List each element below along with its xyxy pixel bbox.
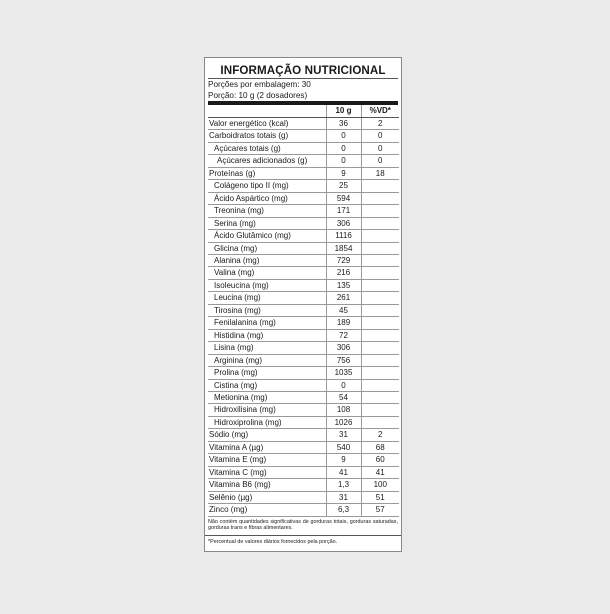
table-row <box>208 329 399 341</box>
nutrient-amount: 31 <box>326 491 361 503</box>
nutrient-name: Ácido Aspártico (mg) <box>208 192 326 204</box>
nutrient-daily-value: 2 <box>361 429 399 441</box>
nutrient-name: Zinco (mg) <box>208 504 326 516</box>
table-row <box>208 441 399 453</box>
nutrient-amount: 540 <box>326 441 361 453</box>
nutrient-daily-value <box>361 267 399 279</box>
nutrient-name: Selênio (µg) <box>208 491 326 503</box>
nutrient-daily-value <box>361 230 399 242</box>
nutrient-name: Valina (mg) <box>208 267 326 279</box>
nutrient-daily-value <box>361 391 399 403</box>
table-row <box>208 192 399 204</box>
nutrient-name: Colágeno tipo II (mg) <box>208 180 326 192</box>
table-row <box>208 454 399 466</box>
nutrient-name: Vitamina E (mg) <box>208 454 326 466</box>
nutrient-daily-value: 51 <box>361 491 399 503</box>
nutrient-name: Glicina (mg) <box>208 242 326 254</box>
nutrient-name: Alanina (mg) <box>208 254 326 266</box>
nutrient-name: Vitamina C (mg) <box>208 466 326 478</box>
table-row <box>208 391 399 403</box>
nutrient-table <box>208 105 399 517</box>
nutrient-amount: 41 <box>326 466 361 478</box>
table-row <box>208 379 399 391</box>
nutrient-name: Ácido Glutâmico (mg) <box>208 230 326 242</box>
nutrient-name: Valor energético (kcal) <box>208 118 326 130</box>
nutrient-daily-value: 60 <box>361 454 399 466</box>
nutrient-name: Leucina (mg) <box>208 292 326 304</box>
table-row <box>208 254 399 266</box>
table-row <box>208 167 399 179</box>
table-row <box>208 242 399 254</box>
nutrient-name: Carboidratos totais (g) <box>208 130 326 142</box>
table-row <box>208 130 399 142</box>
nutrient-daily-value: 0 <box>361 142 399 154</box>
nutrient-daily-value <box>361 180 399 192</box>
footnote-insignificant: Não contém quantidades significativas de gorduras totais, gorduras saturadas, gorduras trans e fibras alimentares. <box>205 517 401 537</box>
table-row <box>208 118 399 130</box>
nutrient-daily-value <box>361 367 399 379</box>
nutrient-daily-value: 0 <box>361 155 399 167</box>
nutrient-amount: 36 <box>326 118 361 130</box>
nutrient-name: Proteínas (g) <box>208 167 326 179</box>
nutrient-amount: 0 <box>326 142 361 154</box>
table-header-row <box>208 105 399 118</box>
nutrient-amount: 306 <box>326 342 361 354</box>
nutrient-amount: 0 <box>326 130 361 142</box>
nutrient-daily-value <box>361 342 399 354</box>
nutrient-amount: 6,3 <box>326 504 361 516</box>
nutrient-name: Cistina (mg) <box>208 379 326 391</box>
nutrient-amount: 171 <box>326 205 361 217</box>
nutrient-amount: 1035 <box>326 367 361 379</box>
nutrient-amount: 72 <box>326 329 361 341</box>
nutrient-daily-value <box>361 416 399 428</box>
nutrient-daily-value: 41 <box>361 466 399 478</box>
nutrient-daily-value <box>361 205 399 217</box>
nutrient-amount: 1854 <box>326 242 361 254</box>
table-row <box>208 342 399 354</box>
nutrient-name: Fenilalanina (mg) <box>208 317 326 329</box>
nutrient-amount: 261 <box>326 292 361 304</box>
nutrient-daily-value <box>361 379 399 391</box>
nutrient-daily-value <box>361 317 399 329</box>
table-row <box>208 404 399 416</box>
nutrient-daily-value: 18 <box>361 167 399 179</box>
nutrient-amount: 135 <box>326 279 361 291</box>
nutrient-name: Isoleucina (mg) <box>208 279 326 291</box>
table-row <box>208 205 399 217</box>
table-row <box>208 504 399 516</box>
table-row <box>208 230 399 242</box>
servings-per-package: Porções por embalagem: 30 <box>208 80 311 89</box>
header-daily-value: %VD* <box>361 105 399 118</box>
nutrient-name: Vitamina A (µg) <box>208 441 326 453</box>
serving-size: Porção: 10 g (2 dosadores) <box>208 90 308 100</box>
table-row <box>208 142 399 154</box>
footnote-daily-value: *Percentual de valores diários fornecidos pela porção. <box>208 539 338 546</box>
label-title: INFORMAÇÃO NUTRICIONAL <box>208 58 398 79</box>
table-row <box>208 155 399 167</box>
nutrient-daily-value <box>361 192 399 204</box>
header-amount: 10 g <box>326 105 361 118</box>
nutrient-name: Tirosina (mg) <box>208 304 326 316</box>
table-row <box>208 354 399 366</box>
nutrient-name: Hidroxiprolina (mg) <box>208 416 326 428</box>
nutrient-amount: 108 <box>326 404 361 416</box>
table-row <box>208 279 399 291</box>
nutrient-name: Prolina (mg) <box>208 367 326 379</box>
nutrient-daily-value <box>361 304 399 316</box>
table-row <box>208 304 399 316</box>
nutrient-daily-value <box>361 354 399 366</box>
table-row <box>208 491 399 503</box>
nutrient-amount: 45 <box>326 304 361 316</box>
nutrient-name: Arginina (mg) <box>208 354 326 366</box>
nutrient-name: Vitamina B6 (mg) <box>208 479 326 491</box>
nutrient-daily-value <box>361 404 399 416</box>
nutrient-amount: 0 <box>326 379 361 391</box>
nutrient-daily-value: 68 <box>361 441 399 453</box>
nutrient-amount: 306 <box>326 217 361 229</box>
nutrient-amount: 54 <box>326 391 361 403</box>
nutrient-name: Hidroxilisina (mg) <box>208 404 326 416</box>
nutrient-daily-value <box>361 329 399 341</box>
table-row <box>208 429 399 441</box>
nutrient-daily-value <box>361 217 399 229</box>
nutrient-amount: 31 <box>326 429 361 441</box>
nutrient-amount: 756 <box>326 354 361 366</box>
nutrient-amount: 1,3 <box>326 479 361 491</box>
nutrient-daily-value <box>361 279 399 291</box>
header-nutrient-blank <box>208 105 326 118</box>
nutrient-amount: 216 <box>326 267 361 279</box>
nutrient-name: Histidina (mg) <box>208 329 326 341</box>
table-row <box>208 466 399 478</box>
nutrient-amount: 25 <box>326 180 361 192</box>
nutrient-daily-value: 100 <box>361 479 399 491</box>
nutrient-daily-value <box>361 292 399 304</box>
table-row <box>208 292 399 304</box>
nutrient-daily-value <box>361 254 399 266</box>
nutrient-amount: 9 <box>326 167 361 179</box>
nutrient-amount: 0 <box>326 155 361 167</box>
nutrient-name: Sódio (mg) <box>208 429 326 441</box>
nutrient-amount: 9 <box>326 454 361 466</box>
nutrient-amount: 1026 <box>326 416 361 428</box>
nutrient-amount: 189 <box>326 317 361 329</box>
nutrient-name: Lisina (mg) <box>208 342 326 354</box>
nutrient-amount: 594 <box>326 192 361 204</box>
table-row <box>208 317 399 329</box>
nutrient-name: Treonina (mg) <box>208 205 326 217</box>
table-row <box>208 479 399 491</box>
nutrition-facts-label <box>204 57 402 552</box>
table-row <box>208 367 399 379</box>
nutrient-name: Metionina (mg) <box>208 391 326 403</box>
nutrient-daily-value: 2 <box>361 118 399 130</box>
nutrient-daily-value: 0 <box>361 130 399 142</box>
table-row <box>208 180 399 192</box>
table-row <box>208 416 399 428</box>
nutrient-daily-value: 57 <box>361 504 399 516</box>
table-row <box>208 267 399 279</box>
nutrient-name: Açúcares totais (g) <box>208 142 326 154</box>
nutrient-amount: 729 <box>326 254 361 266</box>
table-row <box>208 217 399 229</box>
nutrient-daily-value <box>361 242 399 254</box>
nutrient-name: Açúcares adicionados (g) <box>208 155 326 167</box>
nutrient-amount: 1116 <box>326 230 361 242</box>
nutrient-name: Serina (mg) <box>208 217 326 229</box>
